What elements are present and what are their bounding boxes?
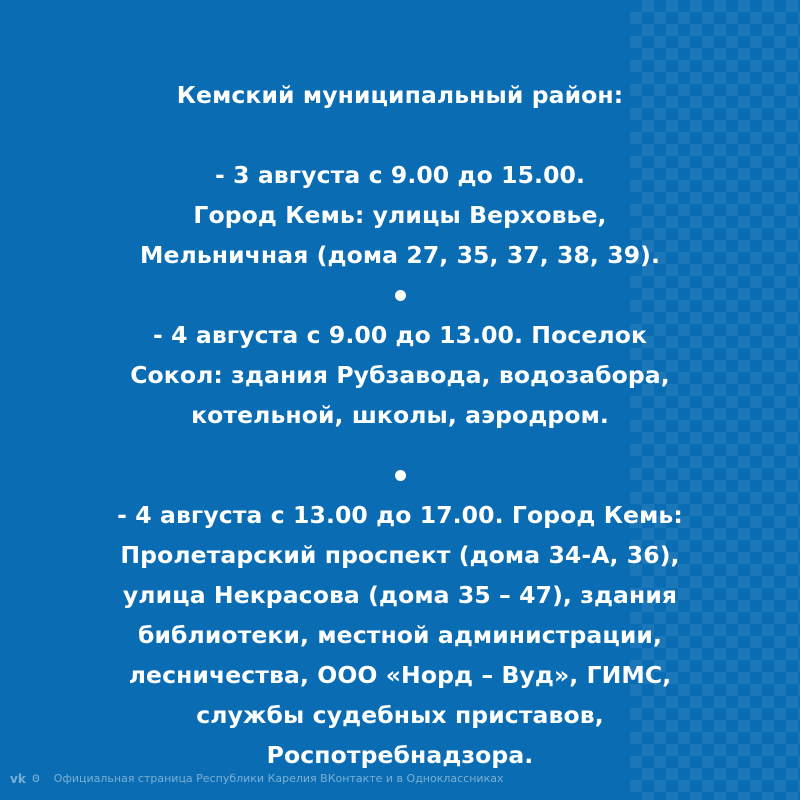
footer xyxy=(10,771,503,786)
block2-line3: котельной, школы, аэродром. xyxy=(191,401,609,429)
vk-icon: vk xyxy=(10,771,26,786)
block3-line6: службы судебных приставов, xyxy=(196,701,604,729)
notice-text xyxy=(0,75,800,775)
odnoklassniki-icon: ꙩ xyxy=(31,771,40,786)
block3-line7: Роспотребнадзора. xyxy=(266,741,534,769)
block3-line2: Пролетарский проспект (дома 34-А, 36), xyxy=(120,541,680,569)
block1-line1: - 3 августа с 9.00 до 15.00. xyxy=(214,161,586,189)
block3-line3: улица Некрасова (дома 35 – 47), здания xyxy=(122,581,678,609)
block3-line5: лесничества, ООО «Норд – Вуд», ГИМС, xyxy=(128,661,672,689)
block1-line2: Город Кемь: улицы Верховье, xyxy=(193,201,607,229)
block2-line2: Сокол: здания Рубзавода, водозабора, xyxy=(130,361,670,389)
district-title: Кемский муниципальный район: xyxy=(176,81,624,109)
block3-line1: - 4 августа с 13.00 до 17.00. Город Кемь: xyxy=(117,501,683,529)
footer-text: Официальная страница Республики Карелия ВКонтакте и в Одноклассниках xyxy=(53,772,504,785)
block3-line4: библиотеки, местной администрации, xyxy=(137,621,663,649)
bullet-separator xyxy=(0,275,800,315)
block1-line3: Мельничная (дома 27, 35, 37, 38, 39). xyxy=(139,241,661,269)
bullet-separator xyxy=(0,455,800,495)
block2-line1: - 4 августа с 9.00 до 13.00. Поселок xyxy=(153,321,647,349)
